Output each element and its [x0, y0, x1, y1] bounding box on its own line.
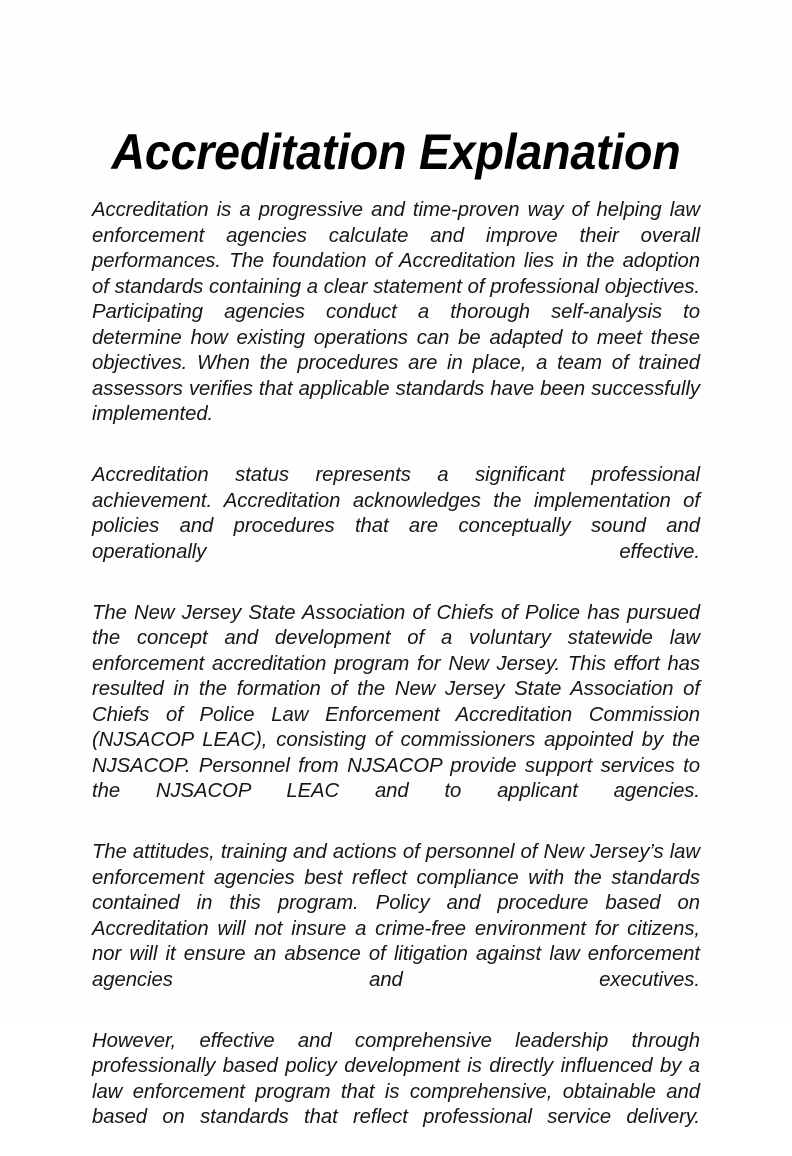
paragraph-2: Accreditation status represents a significant professional achievement. Accreditation acknowledges the implementation of policies and procedures that are conceptually sound and operationally effective. — [92, 463, 700, 591]
paragraph-3: The New Jersey State Association of Chiefs of Police has pursued the concept and development of a voluntary statewide law enforcement accreditation program for New Jersey. This effort has resulted in the formation of the New Jersey State Association of Chiefs of Police Law Enforcement Accreditation Commission (NJSACOP LEAC), consisting of commissioners appointed by the NJSACOP. Personnel from NJSACOP provide support services to the NJSACOP LEAC and to applicant agencies. — [92, 601, 700, 831]
document-body — [92, 198, 700, 1156]
page-title: Accreditation Explanation — [28, 126, 765, 179]
paragraph-5: However, effective and comprehensive leadership through professionally based policy development is directly influenced by a law enforcement program that is comprehensive, obtainable and based on standards that reflect professional service delivery. — [92, 1029, 700, 1156]
paragraph-4: The attitudes, training and actions of personnel of New Jersey’s law enforcement agencies best reflect compliance with the standards contained in this program. Policy and procedure based on Accreditation will not insure a crime-free environment for citizens, nor will it ensure an absence of litigation against law enforcement agencies and executives. — [92, 840, 700, 1019]
paragraph-1: Accreditation is a progressive and time-proven way of helping law enforcement agencies calculate and improve their overall performances. The foundation of Accreditation lies in the adoption of standards containing a clear statement of professional objectives. Participating agencies conduct a thorough self-analysis to determine how existing operations can be adapted to meet these objectives. When the procedures are in place, a team of trained assessors verifies that applicable standards have been successfully implemented. — [92, 198, 700, 453]
